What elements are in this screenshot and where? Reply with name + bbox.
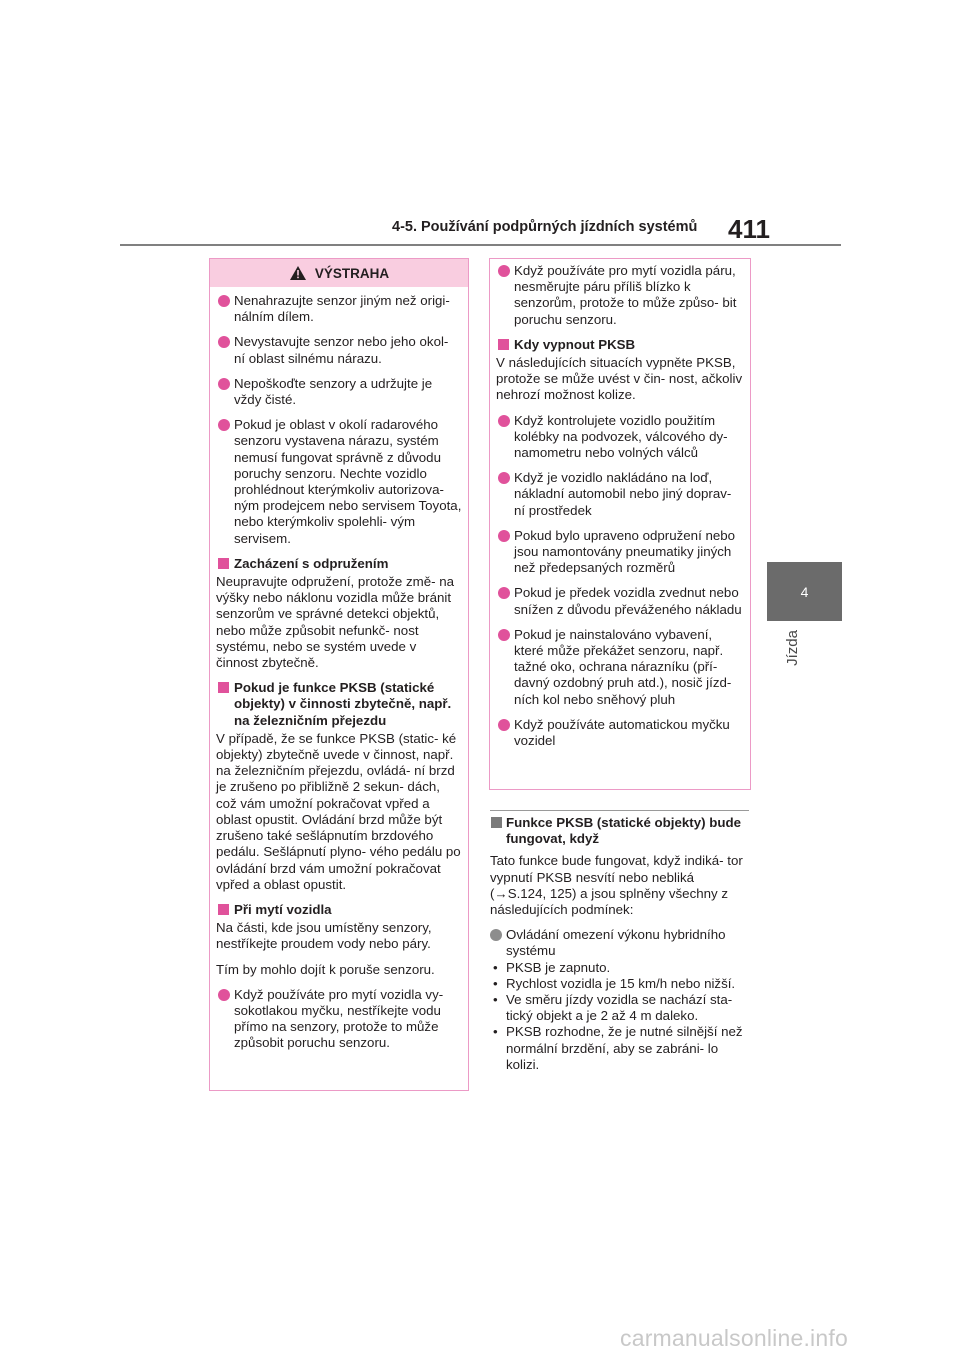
paragraph: Tím by mohlo dojít k poruše senzoru. — [216, 961, 435, 977]
list-item: Když používáte pro mytí vozidla vy- sokotlakou myčku, nestříkejte vodu přímo na senzory, protože to může způsobit poruchu senzoru. — [216, 987, 462, 1052]
list-item: Pokud je předek vozidla zvednut nebo snížen z důvodu převáženého nákladu — [496, 585, 744, 617]
chapter-tab: 4 — [767, 562, 842, 621]
square-bullet-icon — [498, 339, 509, 350]
list-item: Pokud je nainstalováno vybavení, které může překážet senzoru, např. tažné oko, ochrana nárazníku (pří- davný ozdobný pruh atd.), nosič jízd- ních kol nebo sněhový pluh — [496, 627, 744, 708]
warning-box-left — [209, 258, 469, 1091]
bullet-dot-icon — [498, 415, 510, 427]
paragraph: Na části, kde jsou umístěny senzory, nestříkejte proudem vody nebo páry. — [216, 920, 432, 952]
chapter-label: Jízda — [784, 630, 801, 666]
page-header-title: 4-5. Používání podpůrných jízdních systémů — [392, 219, 698, 235]
watermark: carmanualsonline.info — [620, 1325, 848, 1351]
bullet-dot-icon — [498, 530, 510, 542]
section-heading-function: Funkce PKSB (statické objekty) bude fungovat, když — [490, 815, 752, 847]
list-item: Nenahrazujte senzor jiným než origi- nálním dílem. — [216, 293, 462, 325]
bullet-dot-icon — [498, 629, 510, 641]
warning-content-left — [210, 287, 468, 1052]
list-item: • Rychlost vozidla je 15 km/h nebo nižší. — [490, 976, 752, 992]
list-item: Nepoškoďte senzory a udržujte je vždy čisté. — [216, 376, 462, 408]
warning-title: VÝSTRAHA — [314, 265, 390, 281]
page-number: 411 — [728, 214, 770, 244]
list-item: Nevystavujte senzor nebo jeho okol- ní oblast silnému nárazu. — [216, 334, 462, 366]
bullet-dot-icon — [490, 929, 502, 941]
bullet-dot-icon — [498, 719, 510, 731]
square-bullet-icon — [218, 904, 229, 915]
warning-content-right — [490, 259, 750, 749]
section-heading-suspension: Zacházení s odpružením — [216, 556, 462, 572]
paragraph: Neupravujte odpružení, protože změ- na výšky nebo náklonu vozidla může bránit senzorům ve správné detekci objektů, nebo může způsobit nefunkč- nost systému, nebo se systém uvede v činnost zbytečně. — [216, 574, 454, 671]
bullet-dot-icon — [218, 378, 230, 390]
list-item: Pokud bylo upraveno odpružení nebo jsou namontovány pneumatiky jiných než předepsaných rozměrů — [496, 528, 744, 577]
list-item: Když je vozidlo nakládáno na loď, nákladní automobil nebo jiný doprav- ní prostředek — [496, 470, 744, 519]
list-item: Když používáte pro mytí vozidla páru, nesměrujte páru příliš blízko k senzorům, protože to může způso- bit poruchu senzoru. — [496, 263, 744, 328]
warning-box-right — [489, 258, 751, 790]
list-item: Když používáte automatickou myčku vozidel — [496, 717, 744, 749]
square-bullet-icon — [218, 682, 229, 693]
header-rule — [120, 244, 841, 246]
bullet-dot-icon — [498, 265, 510, 277]
list-item: • PKSB rozhodne, že je nutné silnější než normální brzdění, aby se zabráni- lo kolizi. — [490, 1024, 752, 1073]
bullet-dot-icon — [498, 587, 510, 599]
condition-list — [490, 960, 752, 1073]
square-bullet-icon — [218, 558, 229, 569]
list-item: Pokud je oblast v okolí radarového senzoru vystavena nárazu, systém nemusí fungovat správně z důvodu poruchy senzoru. Nechte vozidlo prohlédnout kterýmkoliv autorizova- ným prodejcem nebo servisem Toyota, nebo kterýmkoliv spolehli- vým servisem. — [216, 417, 462, 547]
section-heading-washing: Při mytí vozidla — [216, 902, 462, 918]
bullet-dot-icon — [218, 336, 230, 348]
section-heading-pksb-unnecessary: Pokud je funkce PKSB (statické objekty) v činnosti zbytečně, např. na železničním přejezdu — [216, 680, 462, 729]
list-item: • Ve směru jízdy vozidla se nachází sta- tický objekt a je 2 až 4 m daleko. — [490, 992, 752, 1024]
bullet-dot-icon — [218, 295, 230, 307]
warning-header — [210, 259, 468, 287]
bullet-dot-icon — [218, 419, 230, 431]
list-item: Ovládání omezení výkonu hybridního systému — [490, 927, 752, 959]
warning-triangle-icon — [289, 265, 307, 281]
paragraph: V následujících situacích vypněte PKSB, protože se může uvést v čin- nost, ačkoliv nehrozí možnost kolize. — [496, 355, 743, 403]
bullet-dot-icon — [218, 989, 230, 1001]
list-item: • PKSB je zapnuto. — [490, 960, 752, 976]
list-item: Když kontrolujete vozidlo použitím kolébky na podvozek, válcového dy- namometru nebo volných válců — [496, 413, 744, 462]
bullet-dot-icon — [498, 472, 510, 484]
function-section — [490, 815, 752, 1073]
section-heading-turn-off: Kdy vypnout PKSB — [496, 337, 744, 353]
square-bullet-icon — [491, 817, 502, 828]
section-rule — [490, 810, 749, 811]
paragraph: Tato funkce bude fungovat, když indiká- tor vypnutí PKSB nesvítí nebo nebliká (→S.124, 125) a jsou splněny všechny z následujících podmínek: — [490, 853, 743, 918]
paragraph: V případě, že se funkce PKSB (static- ké objekty) zbytečně uvede v činnost, např. na železničním přejezdu, ovládá- ní brzd je zrušeno po přibližně 2 sekun- dách, což vám umožní pokračovat vpřed a oblast opustit. Ovládání brzd může být zrušeno také sešlápnutím brzdového pedálu. Sešlápnutí plyno- vého pedálu po ovládání brzd vám umožní pokračovat vpřed a oblast opustit. — [216, 730, 461, 892]
